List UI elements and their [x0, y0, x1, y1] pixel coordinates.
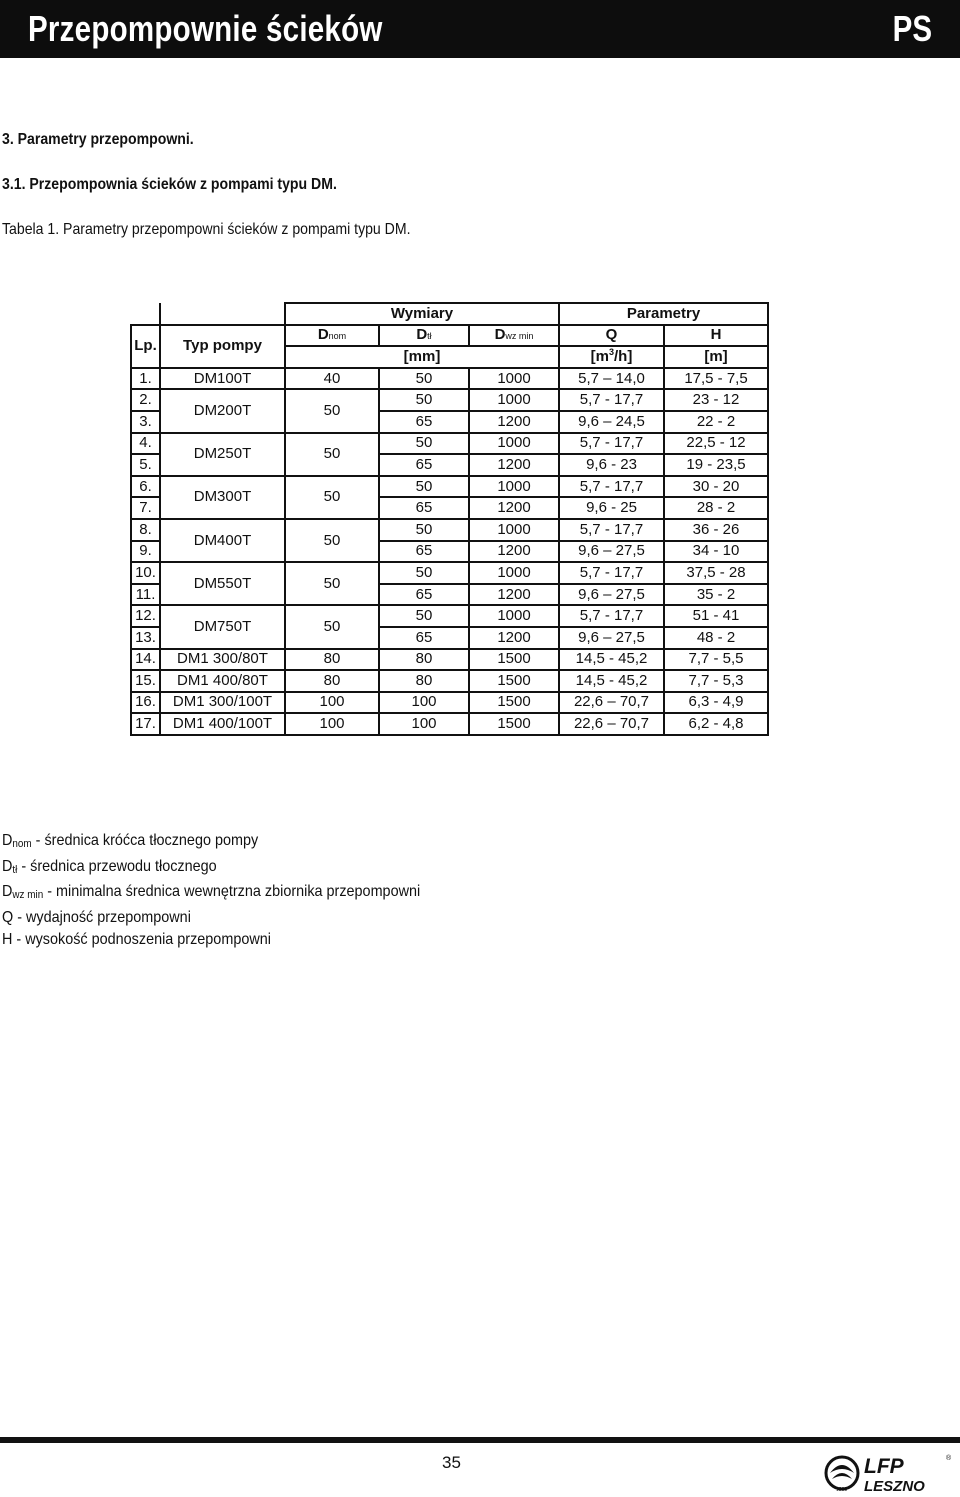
- cell-q: 5,7 - 17,7: [559, 562, 664, 584]
- col-header-lp: Lp.: [131, 325, 160, 368]
- table-row: [131, 562, 768, 584]
- cell-type: DM100T: [160, 368, 285, 390]
- logo-brand: LFP: [864, 1455, 904, 1478]
- cell-lp: 5.: [131, 454, 160, 476]
- cell-dtl: 80: [379, 670, 469, 692]
- page-header: [0, 0, 960, 58]
- page-number: 35: [442, 1453, 461, 1472]
- cell-q: 9,6 – 24,5: [559, 411, 664, 433]
- cell-dwz: 1500: [469, 713, 559, 735]
- cell-dwz: 1200: [469, 627, 559, 649]
- table-row: [131, 713, 768, 735]
- cell-type: DM550T: [160, 562, 285, 605]
- logo-year: 1868: [836, 1487, 848, 1493]
- cell-q: 5,7 - 17,7: [559, 476, 664, 498]
- cell-dwz: 1000: [469, 519, 559, 541]
- cell-h: 6,3 - 4,9: [664, 692, 768, 714]
- cell-q: 22,6 – 70,7: [559, 692, 664, 714]
- cell-dtl: 50: [379, 519, 469, 541]
- cell-dtl: 65: [379, 541, 469, 563]
- cell-lp: 10.: [131, 562, 160, 584]
- cell-q: 5,7 - 17,7: [559, 389, 664, 411]
- table-row: [131, 670, 768, 692]
- cell-dnom: 50: [285, 389, 379, 432]
- cell-q: 5,7 – 14,0: [559, 368, 664, 390]
- cell-lp: 14.: [131, 649, 160, 671]
- cell-q: 5,7 - 17,7: [559, 519, 664, 541]
- table-row: [131, 368, 768, 390]
- registered-mark: ®: [946, 1455, 952, 1462]
- cell-lp: 9.: [131, 541, 160, 563]
- table-row: [131, 476, 768, 498]
- lfp-leszno-logo: [822, 1451, 954, 1495]
- cell-lp: 16.: [131, 692, 160, 714]
- table-row: [131, 649, 768, 671]
- cell-h: 7,7 - 5,3: [664, 670, 768, 692]
- cell-q: 14,5 - 45,2: [559, 670, 664, 692]
- col-header-h: H: [664, 325, 768, 347]
- cell-lp: 15.: [131, 670, 160, 692]
- cell-type: DM1 300/100T: [160, 692, 285, 714]
- cell-lp: 1.: [131, 368, 160, 390]
- header-group-row: [131, 303, 768, 325]
- cell-q: 14,5 - 45,2: [559, 649, 664, 671]
- legend-item: H - wysokość podnoszenia przepompowni: [2, 931, 271, 948]
- cell-dtl: 50: [379, 605, 469, 627]
- unit-q: $[m^3/h]$: [559, 346, 664, 368]
- subsection-heading: 3.1. Przepompownia ścieków z pompami typu DM.: [2, 176, 337, 193]
- cell-h: 34 - 10: [664, 541, 768, 563]
- cell-dtl: 65: [379, 627, 469, 649]
- cell-type: DM200T: [160, 389, 285, 432]
- cell-lp: 13.: [131, 627, 160, 649]
- legend-item: Q - wydajność przepompowni: [2, 908, 191, 926]
- cell-dtl: 65: [379, 454, 469, 476]
- col-header-q: Q: [559, 325, 664, 347]
- col-header-type: Typ pompy: [160, 325, 285, 368]
- cell-dnom: 80: [285, 649, 379, 671]
- cell-q: 5,7 - 17,7: [559, 605, 664, 627]
- cell-dnom: 50: [285, 562, 379, 605]
- cell-dwz: 1200: [469, 454, 559, 476]
- cell-lp: 7.: [131, 497, 160, 519]
- cell-dtl: 50: [379, 476, 469, 498]
- table-caption: Tabela 1. Parametry przepompowni ścieków z pompami typu DM.: [2, 221, 411, 238]
- cell-dwz: 1000: [469, 605, 559, 627]
- cell-lp: 12.: [131, 605, 160, 627]
- cell-q: 9,6 - 23: [559, 454, 664, 476]
- col-header-dtl: Dtł: [379, 325, 469, 347]
- column-header-row: [131, 325, 768, 347]
- cell-dwz: 1000: [469, 389, 559, 411]
- cell-q: 9,6 – 27,5: [559, 627, 664, 649]
- cell-q: 5,7 - 17,7: [559, 433, 664, 455]
- cell-dnom: 100: [285, 692, 379, 714]
- cell-h: 48 - 2: [664, 627, 768, 649]
- cell-dtl: 50: [379, 368, 469, 390]
- document-code: PS: [892, 8, 932, 49]
- cell-type: DM1 300/80T: [160, 649, 285, 671]
- document-title: Przepompownie ścieków: [28, 8, 383, 49]
- cell-dwz: 1500: [469, 649, 559, 671]
- group-header-parameters: Parametry: [559, 303, 768, 325]
- cell-dtl: 100: [379, 713, 469, 735]
- cell-lp: 6.: [131, 476, 160, 498]
- cell-dwz: 1000: [469, 562, 559, 584]
- cell-dwz: 1000: [469, 368, 559, 390]
- cell-type: DM1 400/100T: [160, 713, 285, 735]
- section-heading: 3. Parametry przepompowni.: [2, 131, 194, 148]
- cell-h: 35 - 2: [664, 584, 768, 606]
- cell-h: 17,5 - 7,5: [664, 368, 768, 390]
- cell-lp: 3.: [131, 411, 160, 433]
- cell-dnom: 100: [285, 713, 379, 735]
- cell-h: 22 - 2: [664, 411, 768, 433]
- cell-dtl: 80: [379, 649, 469, 671]
- cell-dnom: 50: [285, 605, 379, 648]
- logo-city: LESZNO: [864, 1478, 925, 1495]
- parameters-table: [130, 302, 769, 736]
- cell-h: 7,7 - 5,5: [664, 649, 768, 671]
- footer-divider: [0, 1437, 960, 1443]
- cell-h: 6,2 - 4,8: [664, 713, 768, 735]
- cell-h: 19 - 23,5: [664, 454, 768, 476]
- cell-q: 22,6 – 70,7: [559, 713, 664, 735]
- cell-dnom: 50: [285, 519, 379, 562]
- cell-type: DM1 400/80T: [160, 670, 285, 692]
- cell-dtl: 100: [379, 692, 469, 714]
- cell-type: DM250T: [160, 433, 285, 476]
- legend-item: Dnom - średnica króćca tłocznego pompy: [2, 832, 259, 850]
- cell-type: DM750T: [160, 605, 285, 648]
- cell-h: 22,5 - 12: [664, 433, 768, 455]
- cell-dtl: 50: [379, 433, 469, 455]
- cell-dwz: 1200: [469, 411, 559, 433]
- group-header-dimensions: Wymiary: [285, 303, 559, 325]
- cell-lp: 2.: [131, 389, 160, 411]
- legend: [2, 830, 420, 952]
- cell-h: 37,5 - 28: [664, 562, 768, 584]
- cell-dwz: 1500: [469, 692, 559, 714]
- cell-dtl: 65: [379, 584, 469, 606]
- cell-h: 51 - 41: [664, 605, 768, 627]
- cell-dnom: 80: [285, 670, 379, 692]
- cell-h: 30 - 20: [664, 476, 768, 498]
- cell-type: DM300T: [160, 476, 285, 519]
- cell-dtl: 50: [379, 389, 469, 411]
- unit-dimensions: [mm]: [285, 346, 559, 368]
- cell-dwz: 1500: [469, 670, 559, 692]
- legend-item: Dtł - średnica przewodu tłocznego: [2, 857, 217, 876]
- cell-h: 23 - 12: [664, 389, 768, 411]
- cell-h: 36 - 26: [664, 519, 768, 541]
- cell-dwz: 1000: [469, 433, 559, 455]
- table-row: [131, 605, 768, 627]
- cell-q: 9,6 - 25: [559, 497, 664, 519]
- cell-lp: 11.: [131, 584, 160, 606]
- cell-type: DM400T: [160, 519, 285, 562]
- col-header-dnom: Dnom: [285, 325, 379, 347]
- cell-lp: 4.: [131, 433, 160, 455]
- cell-dwz: 1000: [469, 476, 559, 498]
- cell-dnom: 50: [285, 433, 379, 476]
- table-row: [131, 433, 768, 455]
- cell-dnom: 40: [285, 368, 379, 390]
- cell-q: 9,6 – 27,5: [559, 584, 664, 606]
- cell-dtl: 65: [379, 411, 469, 433]
- table-row: [131, 692, 768, 714]
- cell-dtl: 65: [379, 497, 469, 519]
- cell-dnom: 50: [285, 476, 379, 519]
- cell-dwz: 1200: [469, 584, 559, 606]
- table-row: [131, 389, 768, 411]
- cell-dwz: 1200: [469, 541, 559, 563]
- cell-h: 28 - 2: [664, 497, 768, 519]
- cell-lp: 17.: [131, 713, 160, 735]
- cell-q: 9,6 – 27,5: [559, 541, 664, 563]
- cell-dwz: 1200: [469, 497, 559, 519]
- legend-item: Dwz min - minimalna średnica wewnętrzna zbiornika przepompowni: [2, 883, 421, 901]
- cell-dtl: 50: [379, 562, 469, 584]
- table-row: [131, 519, 768, 541]
- unit-h: [m]: [664, 346, 768, 368]
- cell-lp: 8.: [131, 519, 160, 541]
- col-header-dwz: Dwz min: [469, 325, 559, 347]
